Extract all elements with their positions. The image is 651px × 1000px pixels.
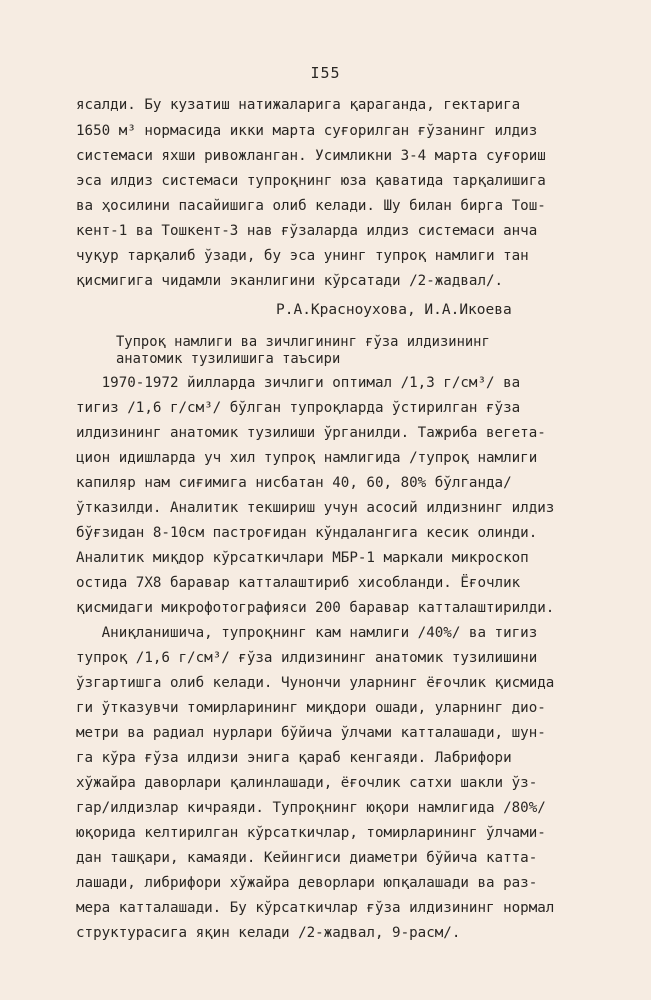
text-line: ги ўтказувчи томирларининг миқдори ошади, уларнинг дио- bbox=[76, 700, 546, 716]
text-line: капиляр нам сиғимига нисбатан 40, 60, 80% бўлганда/ bbox=[76, 475, 512, 491]
text-line: эса илдиз системаси тупроқнинг юза қаватида тарқалишига bbox=[76, 173, 546, 189]
text-line: ўтказилди. Аналитик текшириш учун асосий илдизнинг илдиз bbox=[76, 500, 555, 516]
text-line: остида 7Х8 баравар катталаштириб хисобланди. Ёғочлик bbox=[76, 575, 521, 591]
text-line: бўғзидан 8-10см пастроғидан кўндалангига кесик олинди. bbox=[76, 525, 538, 541]
text-line: гар/илдизлар кичраяди. Тупроқнинг юқори намлигида /80%/ bbox=[76, 800, 546, 816]
text-line: цион идишларда уч хил тупроқ намлигида /тупроқ намлиги bbox=[76, 450, 538, 466]
section-title-line: Тупроқ намлиги ва зичлигининг ғўза илдизининг bbox=[116, 334, 490, 350]
text-line: га кўра ғўза илдизи энига қараб кенгаяди. Лабрифори bbox=[76, 750, 512, 766]
section-title-line: анатомик тузилишига таъсири bbox=[116, 351, 341, 367]
text-line: системаси яхши ривожланган. Усимликни 3-4 марта суғориш bbox=[76, 148, 546, 164]
text-line: дан ташқари, камаяди. Кейингиси диаметри бўйича катта- bbox=[76, 850, 538, 866]
text-line: тупроқ /1,6 г/см³/ ғўза илдизининг анатомик тузилишини bbox=[76, 650, 538, 666]
text-line: юқорида келтирилган кўрсаткичлар, томирларининг ўлчами- bbox=[76, 825, 546, 841]
text-line: тигиз /1,6 г/см³/ бўлган тупроқларда ўстирилган ғўза bbox=[76, 400, 521, 416]
text-line: илдизининг анатомик тузилиши ўрганилди. Тажриба вегета- bbox=[76, 425, 546, 441]
text-line: қисмигига чидамли эканлигини кўрсатади /2-жадвал/. bbox=[76, 273, 504, 289]
text-line: ўзгартишга олиб келади. Чунончи уларнинг ёғочлик қисмида bbox=[76, 675, 555, 691]
text-line: 1970-1972 йилларда зичлиги оптимал /1,3 г/см³/ ва bbox=[76, 375, 521, 391]
text-line: 1650 м³ нормасида икки марта суғорилган ғўзанинг илдиз bbox=[76, 123, 538, 139]
text-line: лашади, либрифори хўжайра деворлари юпқалашади ва раз- bbox=[76, 875, 538, 891]
text-line: ясалди. Бу кузатиш натижаларига қараганда, гектарига bbox=[76, 97, 521, 113]
text-line: метри ва радиал нурлари бўйича ўлчами катталашади, шун- bbox=[76, 725, 546, 741]
text-line: кент-1 ва Тошкент-3 нав ғўзаларда илдиз системаси анча bbox=[76, 223, 538, 239]
text-line: Аниқланишича, тупроқнинг кам намлиги /40%/ ва тигиз bbox=[76, 625, 538, 641]
text-line: қисмидаги микрофотографияси 200 баравар катталаштирилди. bbox=[76, 600, 555, 616]
authors: Р.А.Красноухова, И.А.Икоева bbox=[276, 302, 512, 318]
text-line: чуқур тарқалиб ўзади, бу эса унинг тупроқ намлиги тан bbox=[76, 248, 529, 264]
text-line: структурасига яқин келади /2-жадвал, 9-расм/. bbox=[76, 925, 461, 941]
page-number: I55 bbox=[310, 64, 341, 82]
text-line: мера катталашади. Бу кўрсаткичлар ғўза илдизининг нормал bbox=[76, 900, 555, 916]
text-line: ва ҳосилини пасайишига олиб келади. Шу билан бирга Тош- bbox=[76, 198, 546, 214]
text-line: Аналитик миқдор кўрсаткичлари МБР-1 маркали микроскоп bbox=[76, 550, 529, 566]
text-line: хўжайра даворлари қалинлашади, ёғочлик сатхи шакли ўз- bbox=[76, 775, 538, 791]
